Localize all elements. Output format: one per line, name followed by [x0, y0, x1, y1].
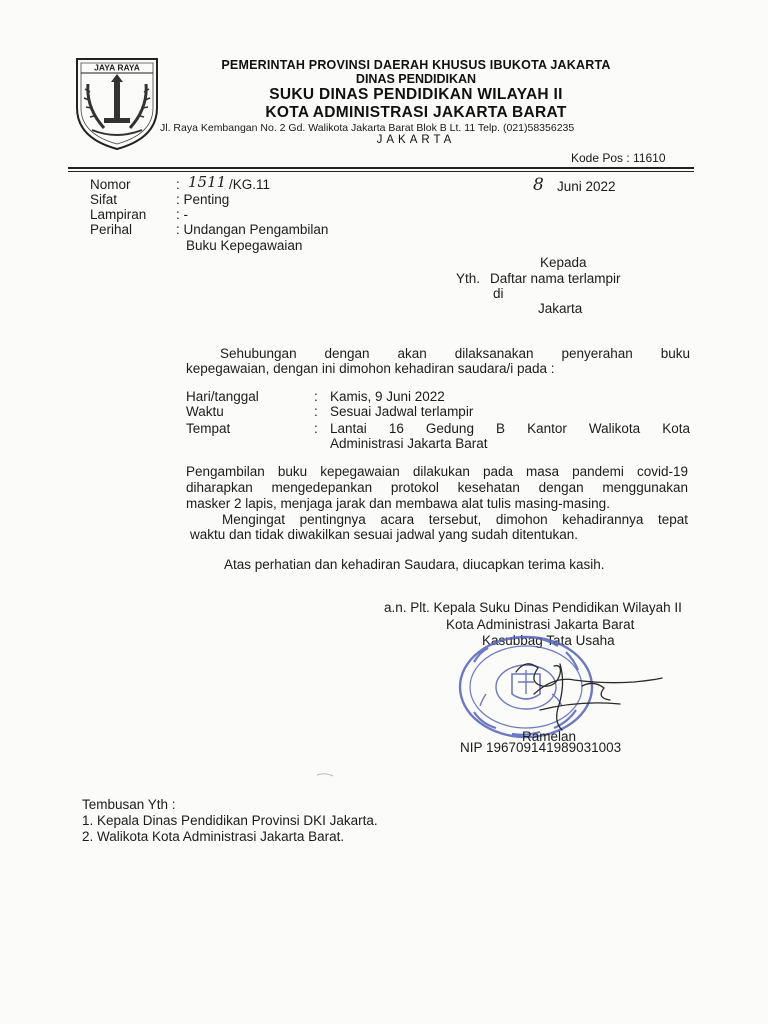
- attendance-line-2: waktu dan tidak diwakilkan sesuai jadwal yang sudah ditentukan.: [190, 527, 578, 542]
- letterhead-address: Jl. Raya Kembangan No. 2 Gd. Walikota Jakarta Barat Blok B Lt. 11 Telp. (021)58356235: [160, 122, 575, 134]
- signatory-name: Ramelan: [522, 729, 577, 744]
- detail-value-waktu: Sesuai Jadwal terlampir: [330, 404, 474, 419]
- cc-item-1: 1. Kepala Dinas Pendidikan Provinsi DKI Jakarta.: [82, 813, 378, 828]
- cc-item-2: 2. Walikota Kota Administrasi Jakarta Barat.: [82, 829, 345, 844]
- lampiran-label: Lampiran: [90, 207, 147, 222]
- nomor-suffix: /KG.11: [229, 177, 271, 192]
- recipient-yth: Yth.: [456, 271, 481, 286]
- lampiran-value: : -: [176, 207, 188, 222]
- detail-label-waktu: Waktu: [186, 404, 224, 419]
- recipient-kepada: Kepada: [540, 255, 587, 270]
- detail-label-tempat: Tempat: [186, 421, 231, 436]
- logo-text: JAYA RAYA: [94, 62, 140, 73]
- intro-line-2: kepegawaian, dengan ini dimohon kehadiran saudara/i pada :: [186, 361, 555, 376]
- detail-colon-hari: :: [314, 389, 318, 404]
- letterhead-government: PEMERINTAH PROVINSI DAERAH KHUSUS IBUKOTA JAKARTA: [221, 58, 611, 72]
- attendance-line-1: Mengingat pentingnya acara tersebut, dimohon kehadirannya tepat: [222, 512, 688, 527]
- letterhead-city: JAKARTA: [376, 134, 456, 146]
- detail-colon-tempat: :: [314, 421, 318, 436]
- sifat-value: : Penting: [176, 192, 230, 207]
- signature-line-2: Kota Administrasi Jakarta Barat: [446, 617, 635, 632]
- recipient-di: di: [493, 286, 504, 301]
- perihal-line2: Buku Kepegawaian: [186, 238, 303, 253]
- jakarta-coat-of-arms-icon: [74, 56, 160, 152]
- protocol-line-2: diharapkan mengedepankan protokol kesehatan dengan menggunakan: [186, 480, 688, 495]
- signatory-nip: NIP 196709141989031003: [460, 740, 622, 755]
- detail-value-tempat-line2: Administrasi Jakarta Barat: [330, 436, 488, 451]
- sifat-label: Sifat: [90, 192, 118, 207]
- cc-title: Tembusan Yth :: [82, 797, 176, 812]
- intro-line-1: Sehubungan dengan akan dilaksanakan penyerahan buku: [220, 346, 690, 361]
- detail-value-tempat: Lantai 16 Gedung B Kantor Walikota Kota: [330, 421, 690, 436]
- perihal-line1: : Undangan Pengambilan: [176, 222, 329, 237]
- nomor-colon: :: [176, 177, 180, 192]
- recipient-place: Jakarta: [538, 301, 583, 316]
- nomor-label: Nomor: [90, 177, 131, 192]
- protocol-line-3: masker 2 lapis, menjaga jarak dan membawa alat tulis masing-masing.: [186, 496, 610, 511]
- recipient-name: Daftar nama terlampir: [490, 271, 621, 286]
- letterhead-department: DINAS PENDIDIKAN: [355, 72, 477, 86]
- detail-colon-waktu: :: [314, 404, 318, 419]
- closing-sentence: Atas perhatian dan kehadiran Saudara, diucapkan terima kasih.: [224, 557, 605, 572]
- detail-value-hari: Kamis, 9 Juni 2022: [330, 389, 445, 404]
- date-month-year: Juni 2022: [557, 179, 616, 194]
- paper-smudge: [316, 772, 334, 778]
- header-rule-thick: [68, 167, 694, 169]
- perihal-label: Perihal: [90, 222, 133, 237]
- signature-line-1: a.n. Plt. Kepala Suku Dinas Pendidikan Wilayah II: [384, 600, 682, 615]
- letterhead-city-administration: KOTA ADMINISTRASI JAKARTA BARAT: [265, 104, 567, 121]
- protocol-line-1: Pengambilan buku kepegawaian dilakukan pada masa pandemi covid-19: [186, 464, 688, 479]
- signature-line-3: Kasubbag Tata Usaha: [482, 633, 615, 648]
- nomor-handwritten-number: 1511: [188, 173, 227, 191]
- date-handwritten-day: 8: [533, 175, 544, 195]
- letterhead-sub-department: SUKU DINAS PENDIDIKAN WILAYAH II: [269, 86, 563, 103]
- header-rule-thin: [68, 171, 694, 172]
- postal-code: Kode Pos : 11610: [571, 151, 666, 165]
- detail-label-hari: Hari/tanggal: [186, 389, 259, 404]
